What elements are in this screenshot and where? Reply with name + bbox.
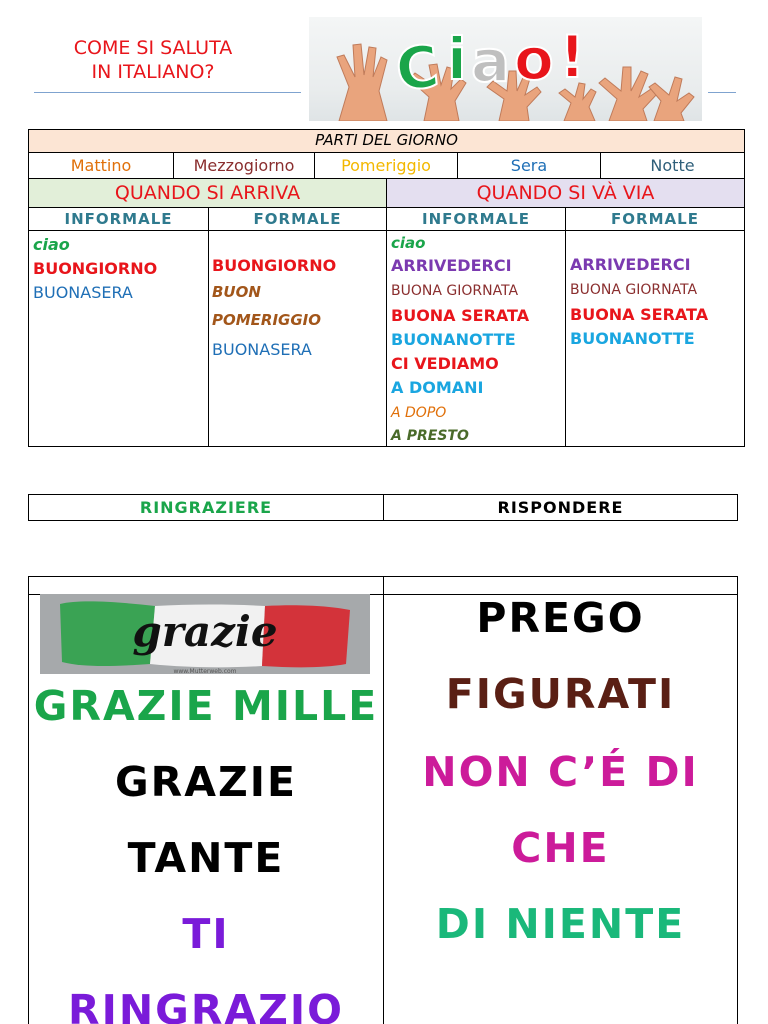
grazie-flag-illustration bbox=[40, 594, 370, 674]
svg-text:a: a bbox=[471, 27, 511, 95]
list-item: BUONASERA bbox=[212, 340, 312, 359]
arrive-header: QUANDO SI ARRIVA bbox=[28, 178, 387, 208]
list-item: BUONASERA bbox=[33, 283, 133, 302]
leave-header: QUANDO SI VÀ VIA bbox=[386, 178, 745, 208]
reply-item: FIGURATI bbox=[445, 670, 676, 718]
list-item: BUONA SERATA bbox=[570, 305, 709, 324]
list-item: BUONGIORNO bbox=[212, 256, 337, 275]
ciao-illustration bbox=[309, 17, 702, 121]
list-item: A DOPO bbox=[391, 405, 447, 421]
reply-item: CHE bbox=[511, 824, 610, 872]
leave-informal-list bbox=[391, 232, 529, 446]
grazie-watermark: www.Mutterweb.com bbox=[173, 668, 237, 674]
list-item: A PRESTO bbox=[391, 428, 469, 444]
list-item: BUONGIORNO bbox=[33, 259, 158, 278]
page-title: COME SI SALUTA IN ITALIANO? bbox=[73, 37, 233, 83]
list-item: BUONA SERATA bbox=[391, 306, 530, 325]
arrive-informal-list bbox=[33, 233, 157, 305]
svg-text:C: C bbox=[392, 32, 443, 105]
arrive-formal-list bbox=[212, 253, 336, 363]
part-notte: Notte bbox=[600, 152, 745, 179]
reply-item: PREGO bbox=[476, 594, 645, 642]
part-mattino: Mattino bbox=[28, 152, 174, 179]
divider bbox=[708, 92, 736, 93]
label-informale-arrive: INFORMALE bbox=[28, 207, 209, 231]
list-item: A DOMANI bbox=[391, 378, 484, 397]
part-sera: Sera bbox=[457, 152, 601, 179]
thanks-item: RINGRAZIO bbox=[68, 986, 344, 1024]
list-item: BUONANOTTE bbox=[391, 330, 516, 349]
thanks-item: TI bbox=[182, 910, 230, 958]
thanks-header-right: RISPONDERE bbox=[383, 494, 738, 521]
list-item: BUON bbox=[212, 283, 261, 301]
thanks-item: GRAZIE MILLE bbox=[33, 682, 379, 730]
label-informale-leave: INFORMALE bbox=[386, 207, 566, 231]
list-item: ciao bbox=[33, 235, 70, 254]
thanks-header-left: RINGRAZIERE bbox=[28, 494, 384, 521]
list-item: ciao bbox=[391, 234, 426, 252]
list-item: CI VEDIAMO bbox=[391, 354, 499, 373]
label-formale-arrive: FORMALE bbox=[208, 207, 387, 231]
svg-text:!: ! bbox=[559, 23, 586, 91]
thanks-col-right bbox=[383, 594, 738, 1024]
grazie-image bbox=[40, 594, 370, 674]
part-mezzogiorno: Mezzogiorno bbox=[173, 152, 315, 179]
svg-text:i: i bbox=[447, 25, 467, 93]
thanks-item: GRAZIE bbox=[115, 758, 297, 806]
ciao-lettering bbox=[393, 23, 586, 104]
leave-formal-list bbox=[570, 253, 708, 351]
thanks-item: TANTE bbox=[127, 834, 285, 882]
list-item: ARRIVEDERCI bbox=[391, 256, 512, 275]
label-formale-leave: FORMALE bbox=[565, 207, 745, 231]
reply-item: NON C’É DI bbox=[422, 748, 699, 796]
list-item: BUONANOTTE bbox=[570, 329, 695, 348]
list-item: BUONA GIORNATA bbox=[570, 282, 698, 298]
list-item: BUONA GIORNATA bbox=[391, 283, 519, 299]
list-item: POMERIGGIO bbox=[212, 311, 322, 329]
grazie-lettering: grazie bbox=[132, 607, 278, 656]
ciao-image bbox=[309, 17, 702, 121]
reply-item: DI NIENTE bbox=[435, 900, 686, 948]
svg-text:o: o bbox=[514, 25, 554, 93]
parts-header: PARTI DEL GIORNO bbox=[28, 129, 745, 153]
part-pomeriggio: Pomeriggio bbox=[314, 152, 458, 179]
divider bbox=[34, 92, 301, 93]
list-item: ARRIVEDERCI bbox=[570, 255, 691, 274]
thanks-top-right bbox=[383, 576, 738, 595]
thanks-top-left bbox=[28, 576, 384, 595]
